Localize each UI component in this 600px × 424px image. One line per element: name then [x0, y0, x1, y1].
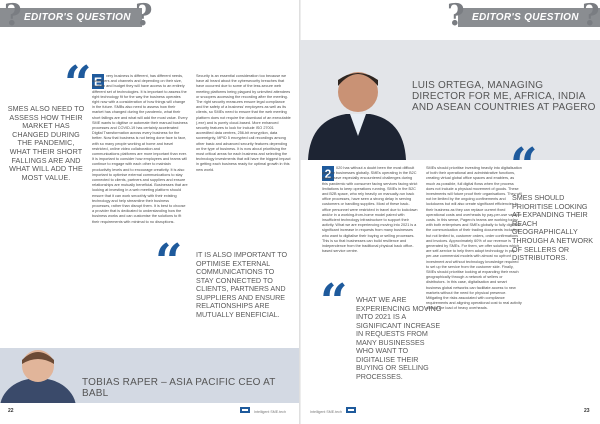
question-mark-icon: ? — [447, 0, 465, 33]
question-mark-icon: ? — [135, 0, 153, 33]
page-number: 23 — [584, 408, 590, 414]
right-header-bar — [458, 8, 600, 27]
quote-open-icon: “ — [64, 56, 92, 112]
article-column-2: Security is an essential consideration too because we have all heard about the cybersecurity breaches that have occurred due to some of the less-secure web meeting platforms being plagued by uninvited attendees or snoopers accessing the recording after the meeting. The right security measures ensure legal compliance and the safety of a business' employees as well as its clients, so SMEs need to ensure that the web meeting platform does not require the download of an executable (.exe) and is purely cloud-based. More enhanced security features to look for include ISO 27001 accredited data centres, 256-bit encryption, data sovereignty, MPID 5 encrypted call recordings among other basic and advanced security features depending on the type of business. It is now about prioritising the most critical areas for each business and selecting the technology investments that will have the biggest impact in getting each business ready for optimal growth in this new world. — [196, 74, 291, 172]
article-column-1: very business is different, has different needs, customers and channels and depending on their size, location and budget they will have access to an entirely different set of technologies. It is important to assess the right technology fit for the way the business operates right now with a consideration of how things will change in the future. SMBs also need to assess how their market has changed during the pandemic, what their short fallings are and what will add the most value. Every SME wants to digitise or automate their manual business processes and COVID-19 has certainly accelerated Digital Transformation across every business for the better. Now that business is not being done face to face, with so many people working at home and travel restricted, online video collaboration and communications platforms are more important than ever. It is important to consider how employees and teams will continue to engage with each other to maintain productivity levels and to encourage creativity. It is also important to optimise external communications to stay connected to clients, partners and suppliers and ensure relationships are mutually beneficial. Businesses that are looking at investing in a web meeting platform should ensure that it can work smoothly with their existing technology and help streamline their business processes, rather than disrupt them. It is best to choose a provider that is dedicated to understanding how the business works and can customise the solutions to fit their requirements with minimal to no disruptions. — [92, 74, 188, 224]
article-column-1: 020 has without a doubt been the most difficult year for businesses globally. SMEs operating in the B2C space have especially encountered challenges during this pandemic with consumer facing services facing strict limitations to keep operations running. SMEs in the B2C and B2B space, who rely heavily on manually-run back office processes, have seen a strong delay in serving customers or handling supplies. Most of these back-office personnel were restricted in travel due to lockdown and/or in a working-from-home model paired with insufficient technology infrastructure to support their activity. What we are experiencing moving into 2021 is a significant increase in requests from many businesses who want to digitalise their buying or selling processes. This is so that businesses can build resilience and independence from the traditional physical back office-based service centre. — [322, 166, 418, 254]
dropcap: E — [93, 74, 102, 89]
portrait-caption: LUIS ORTEGA, MANAGING DIRECTOR FOR ME, AFRICA, INDIA AND ASEAN COUNTRIES AT PAGERO — [412, 80, 596, 113]
footer-site: Intelligent SME.tech — [254, 410, 286, 414]
quote-open-icon: “ — [155, 234, 183, 290]
dropcap: 2 — [322, 166, 334, 181]
pull-quote-rmid: WHAT WE ARE EXPERIENCING MOVING INTO 2021 IS A SIGNIFICANT INCREASE IN REQUESTS FROM MANY BUSINESSES WHO WANT TO DIGITALISE THEIR BUYING OR SELLING PROCESSES. — [356, 295, 442, 381]
quote-open-icon: “ — [510, 138, 538, 194]
right-page — [300, 0, 600, 424]
right-header-title: EDITOR'S QUESTION — [472, 12, 579, 23]
portrait-caption: TOBIAS RAPER – ASIA PACIFIC CEO AT BABL — [82, 377, 276, 399]
page-number: 22 — [8, 408, 14, 414]
question-mark-icon: ? — [4, 0, 22, 33]
pull-quote-left: SMES ALSO NEED TO ASSESS HOW THEIR MARKET HAS CHANGED DURING THE PANDEMIC, WHAT THEIR SHORT FALLINGS ARE AND WHAT WILL ADD THE MOST VALUE. — [7, 104, 85, 182]
article-column-2: SMEs should prioritise investing heavily into digitalisation of both their operational and administrative functions, creating virtual global office spaces and enablers, as much as possible, full digital flows when the process does not include a physical movement of goods. These investments will future proof their organisations. They will not be limited by the ongoing confinements and lockdowns but will also create significant efficiencies to their business as they can replace current fixed operational costs and overheads by pay-per-use variable costs. In this sense, Pagero's teams are working today with both enterprises and SMEs globally to fully digitalise the communication of their trading documents including, but not limited to, customer orders, order confirmations and invoices. Approximately 60% of our revenue is generated by SMEs. For them, we offer solutions which are self-service to help them adopt technology in pay-per-use commercial models with almost no upfront investment and without technology knowledge required to set up the service from the customer side. Finally, SMEs should prioritise looking at expanding their reach geographically through a network of sellers or distributors. In this case, digitalisation and smart business global networks can facilitate access to new markets without the need for physical presence. Mitigating the risks associated with compliance requirements and aligning operational cost to real activity without the load of heavy overheads. — [426, 166, 522, 311]
logo-icon — [240, 407, 250, 413]
footer-site: Intelligent SME.tech — [310, 410, 342, 414]
left-header-title: EDITOR'S QUESTION — [24, 12, 131, 23]
pull-quote-right: SMES SHOULD PRIORITISE LOOKING AT EXPANDING THEIR REACH GEOGRAPHICALLY THROUGH A NETWORK OF SELLERS OR DISTRIBUTORS. — [512, 193, 594, 263]
quote-open-icon: “ — [320, 274, 348, 330]
logo-icon — [346, 407, 356, 413]
pull-quote-mid: IT IS ALSO IMPORTANT TO OPTIMISE EXTERNAL COMMUNICATIONS TO STAY CONNECTED TO CLIENTS, PARTNERS AND SUPPLIERS AND ENSURE RELATIONSHIPS ARE MUTUALLY BENEFICIAL. — [196, 250, 288, 319]
question-mark-icon: ? — [582, 0, 600, 33]
